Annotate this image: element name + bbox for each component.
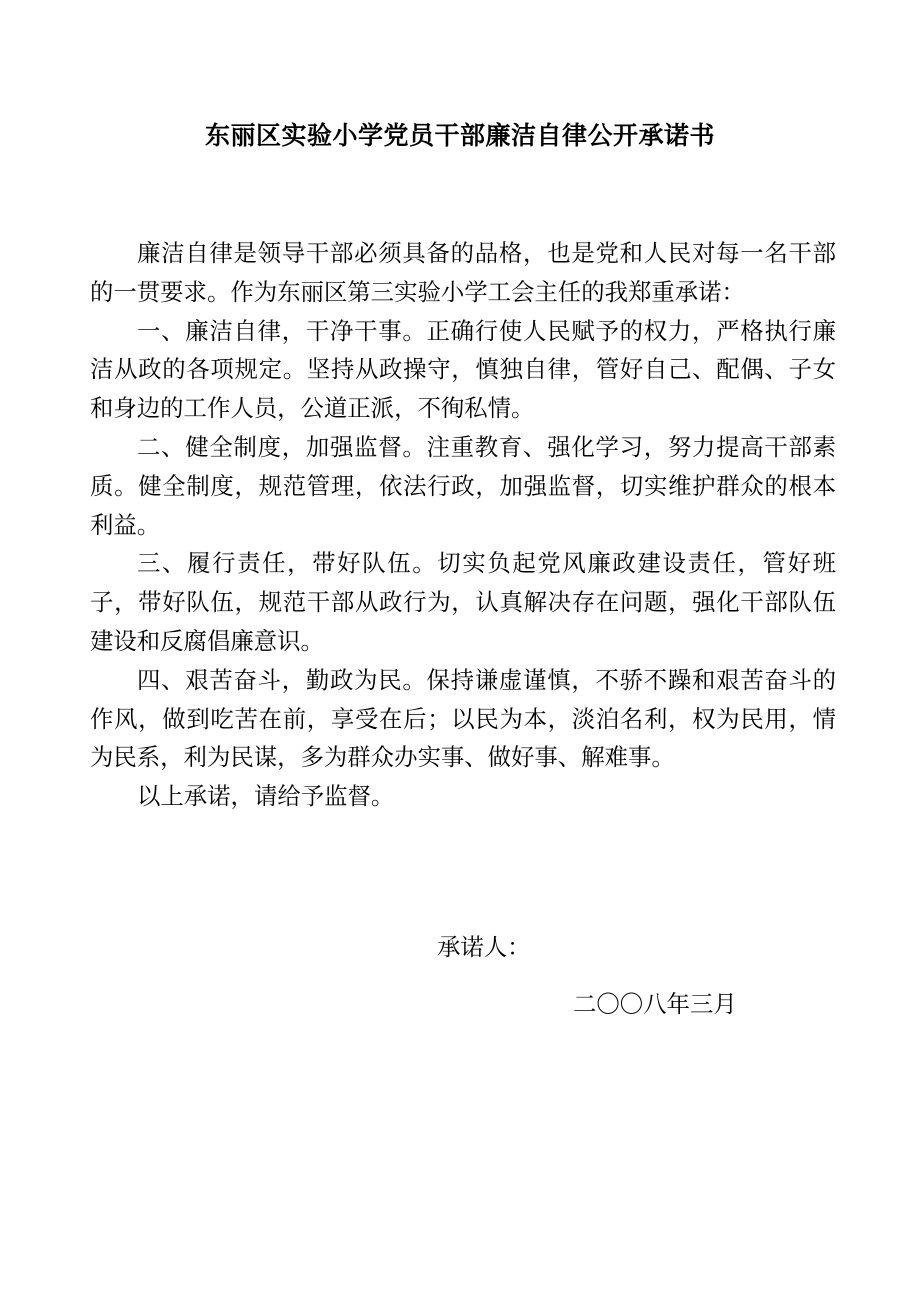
commitment-paragraph-2: 二、健全制度，加强监督。注重教育、强化学习，努力提高干部素质。健全制度，规范管理，依法行政，加强监督，切实维护群众的根本利益。 xyxy=(90,432,836,539)
commitment-paragraph-3: 三、履行责任，带好队伍。切实负起党风廉政建设责任，管好班子，带好队伍，规范干部从政行为，认真解决存在问题，强化干部队伍建设和反腐倡廉意识。 xyxy=(90,549,836,655)
document-date: 二〇〇八年三月 xyxy=(573,990,737,1018)
document-title: 东丽区实验小学党员干部廉洁自律公开承诺书 xyxy=(204,121,715,150)
signer-label: 承诺人： xyxy=(437,933,531,961)
commitment-paragraph-4: 四、艰苦奋斗，勤政为民。保持谦虚谨慎，不骄不躁和艰苦奋斗的作风，做到吃苦在前，享受在后；以民为本，淡泊名利，权为民用，情为民系，利为民谋，多为群众办实事、做好事、解难事。 xyxy=(90,665,836,772)
commitment-paragraph-1: 一、廉洁自律，干净干事。正确行使人民赋予的权力，严格执行廉洁从政的各项规定。坚持从政操守，慎独自律，管好自己、配偶、子女和身边的工作人员，公道正派，不徇私情。 xyxy=(90,316,836,423)
document-body xyxy=(90,234,836,816)
closing-paragraph: 以上承诺，请给予监督。 xyxy=(137,782,395,811)
intro-paragraph: 廉洁自律是领导干部必须具备的品格，也是党和人民对每一名干部的一贯要求。作为东丽区第三实验小学工会主任的我郑重承诺： xyxy=(90,239,836,306)
